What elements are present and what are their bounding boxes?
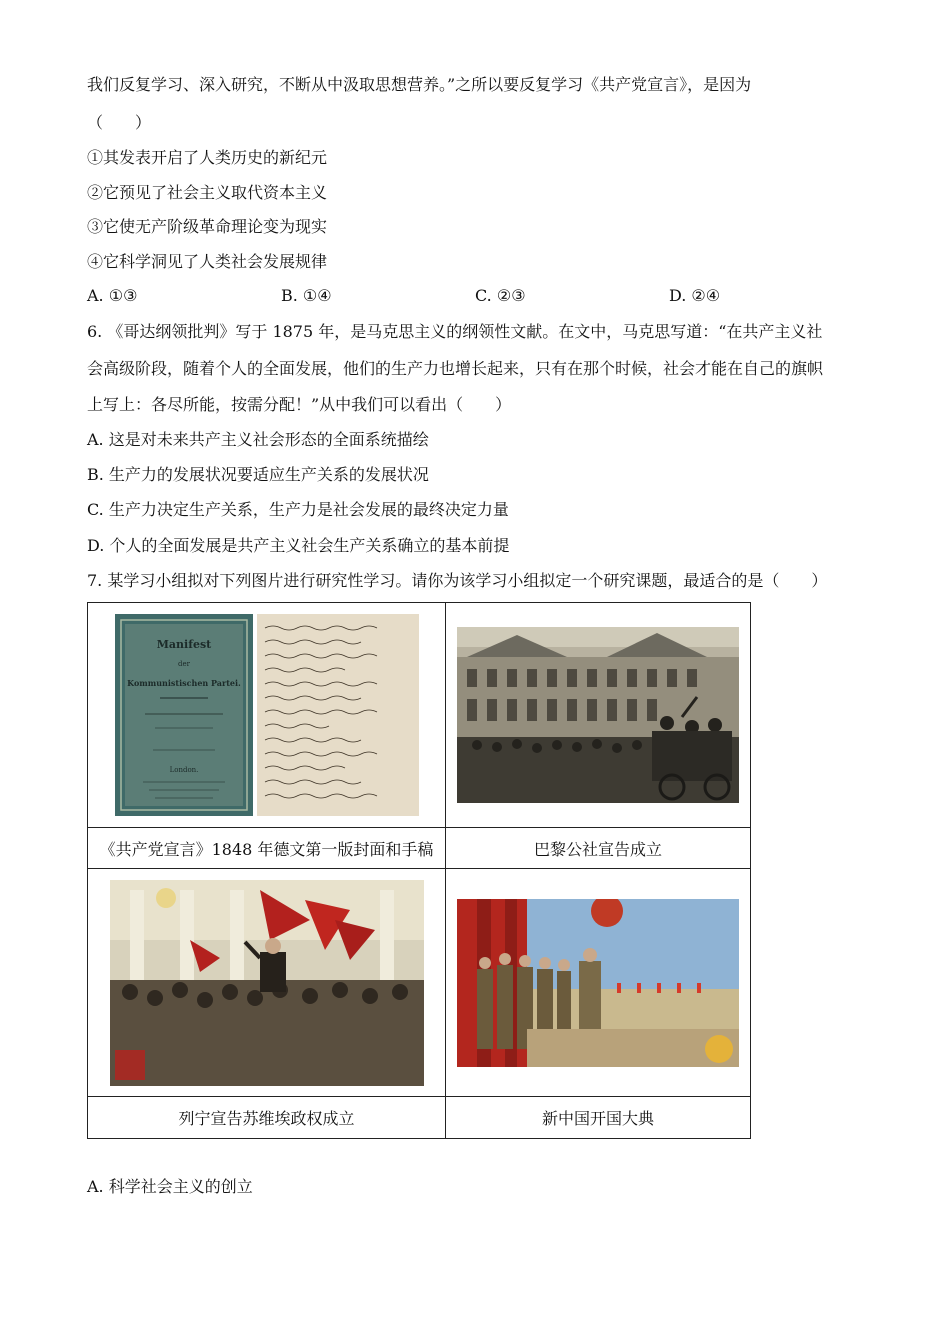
q6-option-b: B. 生产力的发展状况要适应生产关系的发展状况 (87, 465, 429, 484)
text-line: 我们反复学习、深入研究，不断从中汲取思想营养。”之所以要反复学习《共产党宣言》，是因为 (87, 75, 752, 94)
paris-commune-image (457, 627, 739, 803)
q6-option-d: D. 个人的全面发展是共产主义社会生产关系确立的基本前提 (87, 536, 510, 555)
q6-option-c: C. 生产力决定生产关系，生产力是社会发展的最终决定力量 (87, 500, 509, 519)
caption-lenin: 列宁宣告苏维埃政权成立 (88, 1097, 446, 1139)
statement-4: ④它科学洞见了人类社会发展规律 (87, 252, 328, 271)
caption-manifesto: 《共产党宣言》1848 年德文第一版封面和手稿 (88, 828, 446, 869)
cover-title-line-1: Manifest (156, 638, 211, 651)
answer-blank: （ ） (87, 113, 152, 132)
q5-option-b: B. ①④ (281, 286, 332, 305)
svg-text:London.: London. (169, 766, 198, 774)
lenin-cell (88, 869, 446, 1097)
q7-option-a: A. 科学社会主义的创立 (87, 1177, 253, 1196)
caption-paris-commune: 巴黎公社宣告成立 (446, 828, 751, 869)
founding-ceremony-cell (446, 869, 751, 1097)
manifesto-image (115, 614, 419, 816)
picture-table (87, 602, 751, 1139)
q6-stem-line-3: 上写上：各尽所能，按需分配！”从中我们可以看出（ ） (87, 395, 512, 414)
q5-option-d: D. ②④ (669, 286, 721, 305)
founding-ceremony-image (457, 899, 739, 1067)
svg-text:der: der (177, 660, 190, 668)
q5-option-c: C. ②③ (475, 286, 526, 305)
paris-commune-cell (446, 603, 751, 828)
caption-founding-ceremony: 新中国开国大典 (446, 1097, 751, 1139)
lenin-image (110, 880, 424, 1086)
statement-1: ①其发表开启了人类历史的新纪元 (87, 148, 328, 167)
q7-stem: 7. 某学习小组拟对下列图片进行研究性学习。请你为该学习小组拟定一个研究课题，最适合的是（ ） (87, 571, 828, 590)
statement-2: ②它预见了社会主义取代资本主义 (87, 183, 328, 202)
q6-option-a: A. 这是对未来共产主义社会形态的全面系统描绘 (87, 430, 429, 449)
q6-stem-line-2: 会高级阶段，随着个人的全面发展，他们的生产力也增长起来，只有在那个时候，社会才能在自己的旗帜 (87, 359, 824, 378)
manifesto-cell (88, 603, 446, 828)
svg-text:Kommunistischen Partei.: Kommunistischen Partei. (126, 678, 241, 688)
statement-3: ③它使无产阶级革命理论变为现实 (87, 217, 328, 236)
q5-option-a: A. ①③ (87, 286, 138, 305)
q6-stem-line-1: 6. 《哥达纲领批判》写于 1875 年，是马克思主义的纲领性文献。在文中，马克思写道：“在共产主义社 (87, 322, 823, 341)
